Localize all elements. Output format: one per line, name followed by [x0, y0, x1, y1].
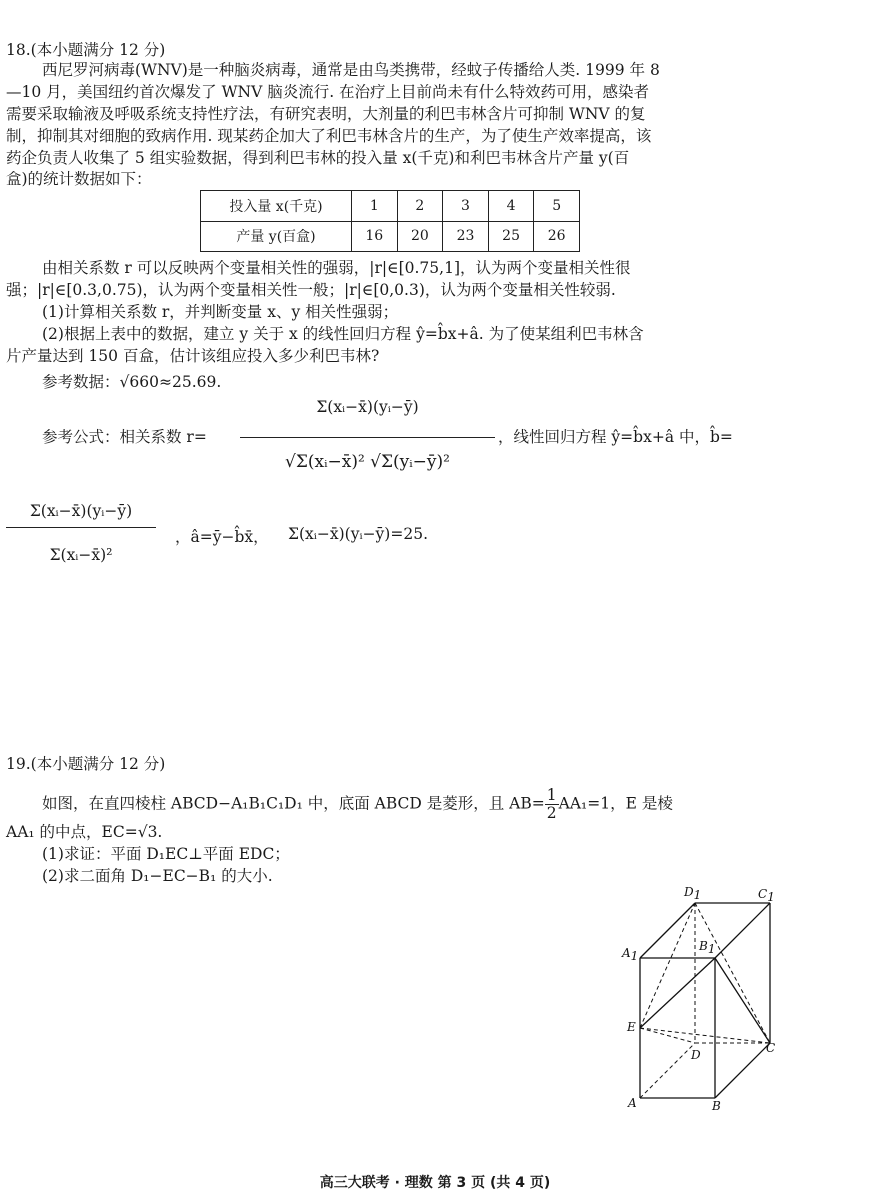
fraction-bar	[6, 527, 156, 528]
fraction-half	[545, 787, 559, 822]
q18-text: 强；|r|∈[0.3,0.75)，认为两个变量相关性一般；|r|∈[0,0.3)，认为两个变量相关性较弱.	[6, 281, 616, 299]
q18-line: 盒)的统计数据如下：	[6, 170, 152, 188]
table-cell: 3	[443, 191, 489, 222]
fraction-bar	[240, 437, 495, 438]
q19-line2: AA₁ 的中点，EC=√3.	[6, 823, 163, 841]
edge-EB1	[640, 958, 715, 1028]
table-row-label: 产量 y(百盒)	[201, 221, 352, 252]
edge-B1C1	[715, 903, 770, 958]
frac-num: 1	[546, 786, 557, 804]
a-formula: ，â=ȳ−b̂x̄，	[175, 528, 269, 546]
q18-header: 18.(本小题满分 12 分)	[6, 41, 166, 59]
label-D1: D1	[684, 885, 702, 902]
q18-line: —10 月，美国纽约首次爆发了 WNV 脑炎流行. 在治疗上目前尚未有什么特效药可用，感染者	[6, 83, 650, 101]
q19-part2: (2)求二面角 D₁−EC−B₁ 的大小.	[42, 867, 273, 885]
data-table	[200, 190, 580, 252]
label-E: E	[627, 1020, 636, 1034]
table-cell: 26	[534, 221, 580, 252]
table-row	[201, 191, 580, 222]
label-B: B	[712, 1099, 721, 1113]
q19-line1	[42, 787, 673, 822]
q19-line1-prefix: 如图，在直四棱柱 ABCD−A₁B₁C₁D₁ 中，底面 ABCD 是菱形，且 AB=	[42, 794, 545, 813]
q18-part2: (2)根据上表中的数据，建立 y 关于 x 的线性回归方程 ŷ=b̂x+â. 为了使某组利巴韦林含	[42, 325, 644, 343]
r-denominator: √Σ(xᵢ−x̄)² √Σ(yᵢ−ȳ)²	[285, 452, 450, 472]
r-numerator: Σ(xᵢ−x̄)(yᵢ−ȳ)	[316, 398, 419, 416]
b-denominator: Σ(xᵢ−x̄)²	[49, 546, 113, 564]
sum-given: Σ(xᵢ−x̄)(yᵢ−ȳ)=25.	[288, 525, 428, 543]
ref-data-label: 参考数据：	[42, 373, 120, 391]
table-cell: 1	[352, 191, 398, 222]
frac-den: 2	[546, 804, 557, 823]
label-A1: A1	[622, 946, 639, 963]
edge-ED1-hidden	[640, 903, 695, 1028]
page-footer: 高三大联考 · 理数 第 3 页 (共 4 页)	[319, 1175, 551, 1191]
table-cell: 25	[488, 221, 534, 252]
table-row-label: 投入量 x(千克)	[201, 191, 352, 222]
q18-line: 药企负责人收集了 5 组实验数据，得到利巴韦林的投入量 x(千克)和利巴韦林含片产量 y(百	[6, 149, 630, 167]
regression-text: ，线性回归方程 ŷ=b̂x+â 中，b̂=	[498, 428, 733, 446]
edge-BC	[715, 1043, 770, 1098]
edge-D1A1	[640, 903, 695, 958]
prism-figure	[610, 878, 790, 1118]
q18-line: 制，抑制其对细胞的致病作用. 现某药企加大了利巴韦林含片的生产，为了使生产效率提高，该	[6, 127, 652, 145]
q18-part2-cont: 片产量达到 150 百盒，估计该组应投入多少利巴韦林?	[6, 347, 380, 365]
edge-ED-hidden	[640, 1028, 695, 1043]
q18-part1: (1)计算相关系数 r，并判断变量 x、y 相关性强弱；	[42, 303, 399, 321]
edge-B1C	[715, 958, 770, 1043]
q19-part1: (1)求证：平面 D₁EC⊥平面 EDC；	[42, 845, 290, 863]
table-cell: 23	[443, 221, 489, 252]
table-row	[201, 221, 580, 252]
b-numerator: Σ(xᵢ−x̄)(yᵢ−ȳ)	[29, 502, 133, 520]
table-cell: 20	[397, 221, 443, 252]
table-cell: 5	[534, 191, 580, 222]
table-cell: 4	[488, 191, 534, 222]
edge-EC-hidden	[640, 1028, 770, 1043]
label-A: A	[628, 1096, 637, 1110]
label-B1: B1	[699, 939, 716, 956]
q19-line1-suffix: AA₁=1，E 是棱	[558, 794, 673, 813]
ref-data-value: √660≈25.69.	[119, 373, 222, 391]
label-C1: C1	[758, 887, 775, 904]
ref-data	[42, 372, 221, 392]
table-cell: 16	[352, 221, 398, 252]
edge-AD-hidden	[640, 1043, 695, 1098]
table-cell: 2	[397, 191, 443, 222]
q18-text: 由相关系数 r 可以反映两个变量相关性的强弱，|r|∈[0.75,1]，认为两个变量相关性很	[42, 259, 631, 277]
q18-line: 西尼罗河病毒(WNV)是一种脑炎病毒，通常是由鸟类携带，经蚊子传播给人类. 1999 年 8	[42, 61, 660, 79]
edge-D1C-hidden	[695, 903, 770, 1043]
label-D: D	[691, 1048, 701, 1062]
q19-header: 19.(本小题满分 12 分)	[6, 755, 166, 773]
label-C: C	[766, 1041, 776, 1055]
q18-line: 需要采取输液及呼吸系统支持性疗法，有研究表明，大剂量的利巴韦林含片可抑制 WNV 的复	[6, 105, 646, 123]
ref-formula-label: 参考公式：相关系数 r=	[42, 428, 207, 446]
